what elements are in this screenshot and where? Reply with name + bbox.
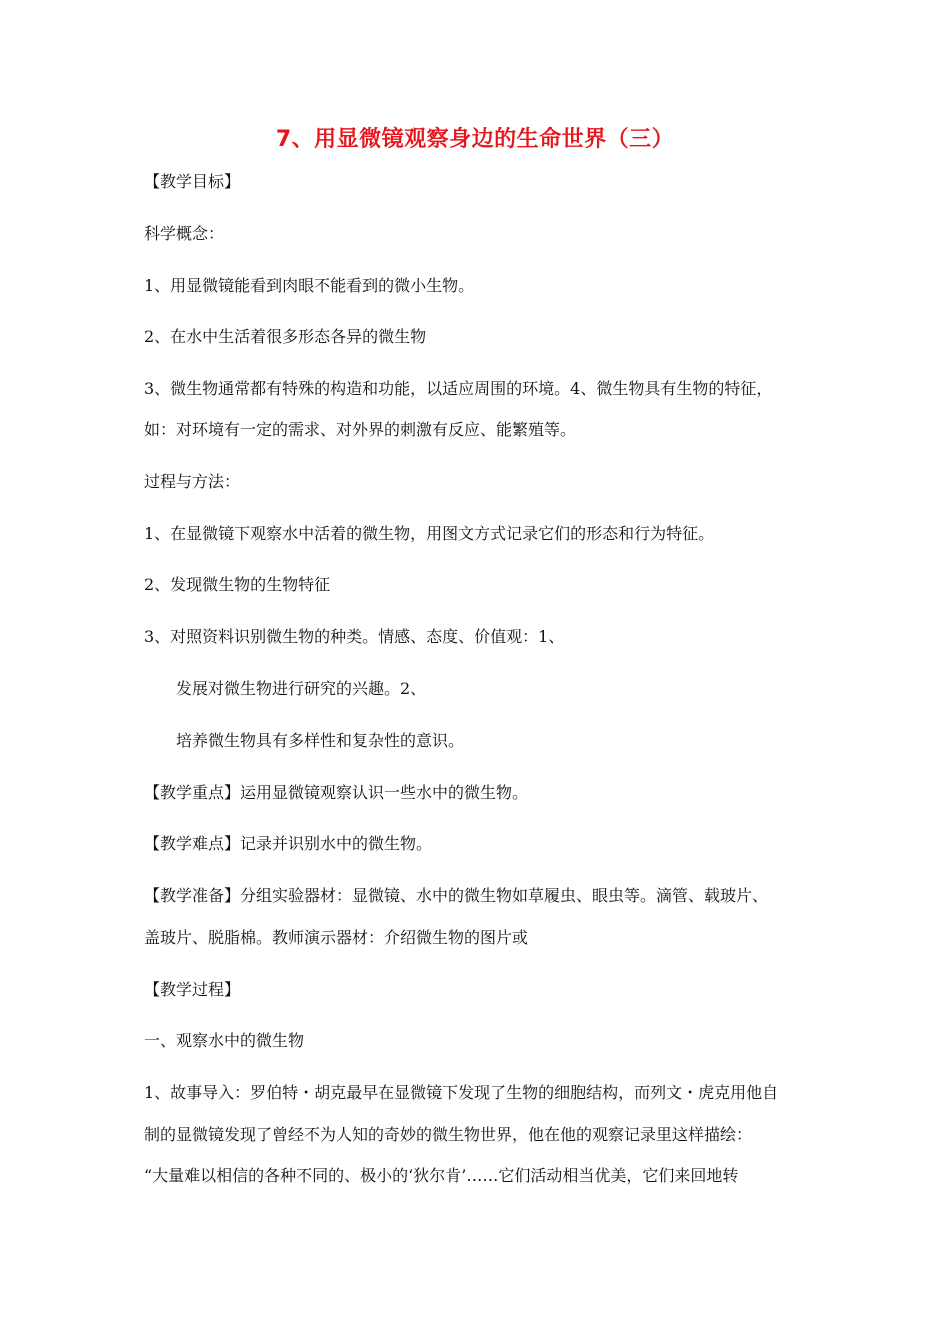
subheading-science-concepts: 科学概念： [144, 224, 225, 243]
paragraph-line: 发展对微生物进行研究的兴趣。2、 [176, 679, 427, 698]
paragraph-line: “大量难以相信的各种不同的、极小的‘狄尔肯’……它们活动相当优美，它们来回地转 [144, 1166, 739, 1185]
paragraph-line: 3、对照资料识别微生物的种类。情感、态度、价值观：1、 [144, 627, 565, 646]
subheading-process-methods: 过程与方法： [144, 472, 241, 491]
document-title: 7、用显微镜观察身边的生命世界（三） [275, 127, 675, 152]
paragraph-line: 2、在水中生活着很多形态各异的微生物 [144, 327, 427, 346]
section-key-points: 【教学重点】运用显微镜观察认识一些水中的微生物。 [144, 783, 529, 802]
paragraph-line: 盖玻片、脱脂棉。教师演示器材：介绍微生物的图片或 [144, 928, 529, 947]
paragraph-line: 如：对环境有一定的需求、对外界的刺激有反应、能繁殖等。 [144, 420, 577, 439]
paragraph-line: 1、用显微镜能看到肉眼不能看到的微小生物。 [144, 276, 475, 295]
paragraph-line: 3、微生物通常都有特殊的构造和功能，以适应周围的环境。4、微生物具有生物的特征， [144, 379, 773, 398]
paragraph-line: 1、在显微镜下观察水中活着的微生物，用图文方式记录它们的形态和行为特征。 [144, 524, 715, 543]
section-heading-process: 【教学过程】 [144, 980, 241, 999]
section-heading-objectives: 【教学目标】 [144, 172, 241, 191]
section-preparation: 【教学准备】分组实验器材：显微镜、水中的微生物如草履虫、眼虫等。滴管、载玻片、 [144, 886, 769, 905]
subheading-observe-water: 一、观察水中的微生物 [144, 1031, 305, 1050]
paragraph-line: 1、故事导入：罗伯特・胡克最早在显微镜下发现了生物的细胞结构，而列文・虎克用他自 [144, 1083, 779, 1102]
paragraph-line: 2、发现微生物的生物特征 [144, 575, 331, 594]
section-difficulties: 【教学难点】记录并识别水中的微生物。 [144, 834, 433, 853]
paragraph-line: 培养微生物具有多样性和复杂性的意识。 [176, 731, 465, 750]
paragraph-line: 制的显微镜发现了曾经不为人知的奇妙的微生物世界，他在他的观察记录里这样描绘： [144, 1125, 753, 1144]
